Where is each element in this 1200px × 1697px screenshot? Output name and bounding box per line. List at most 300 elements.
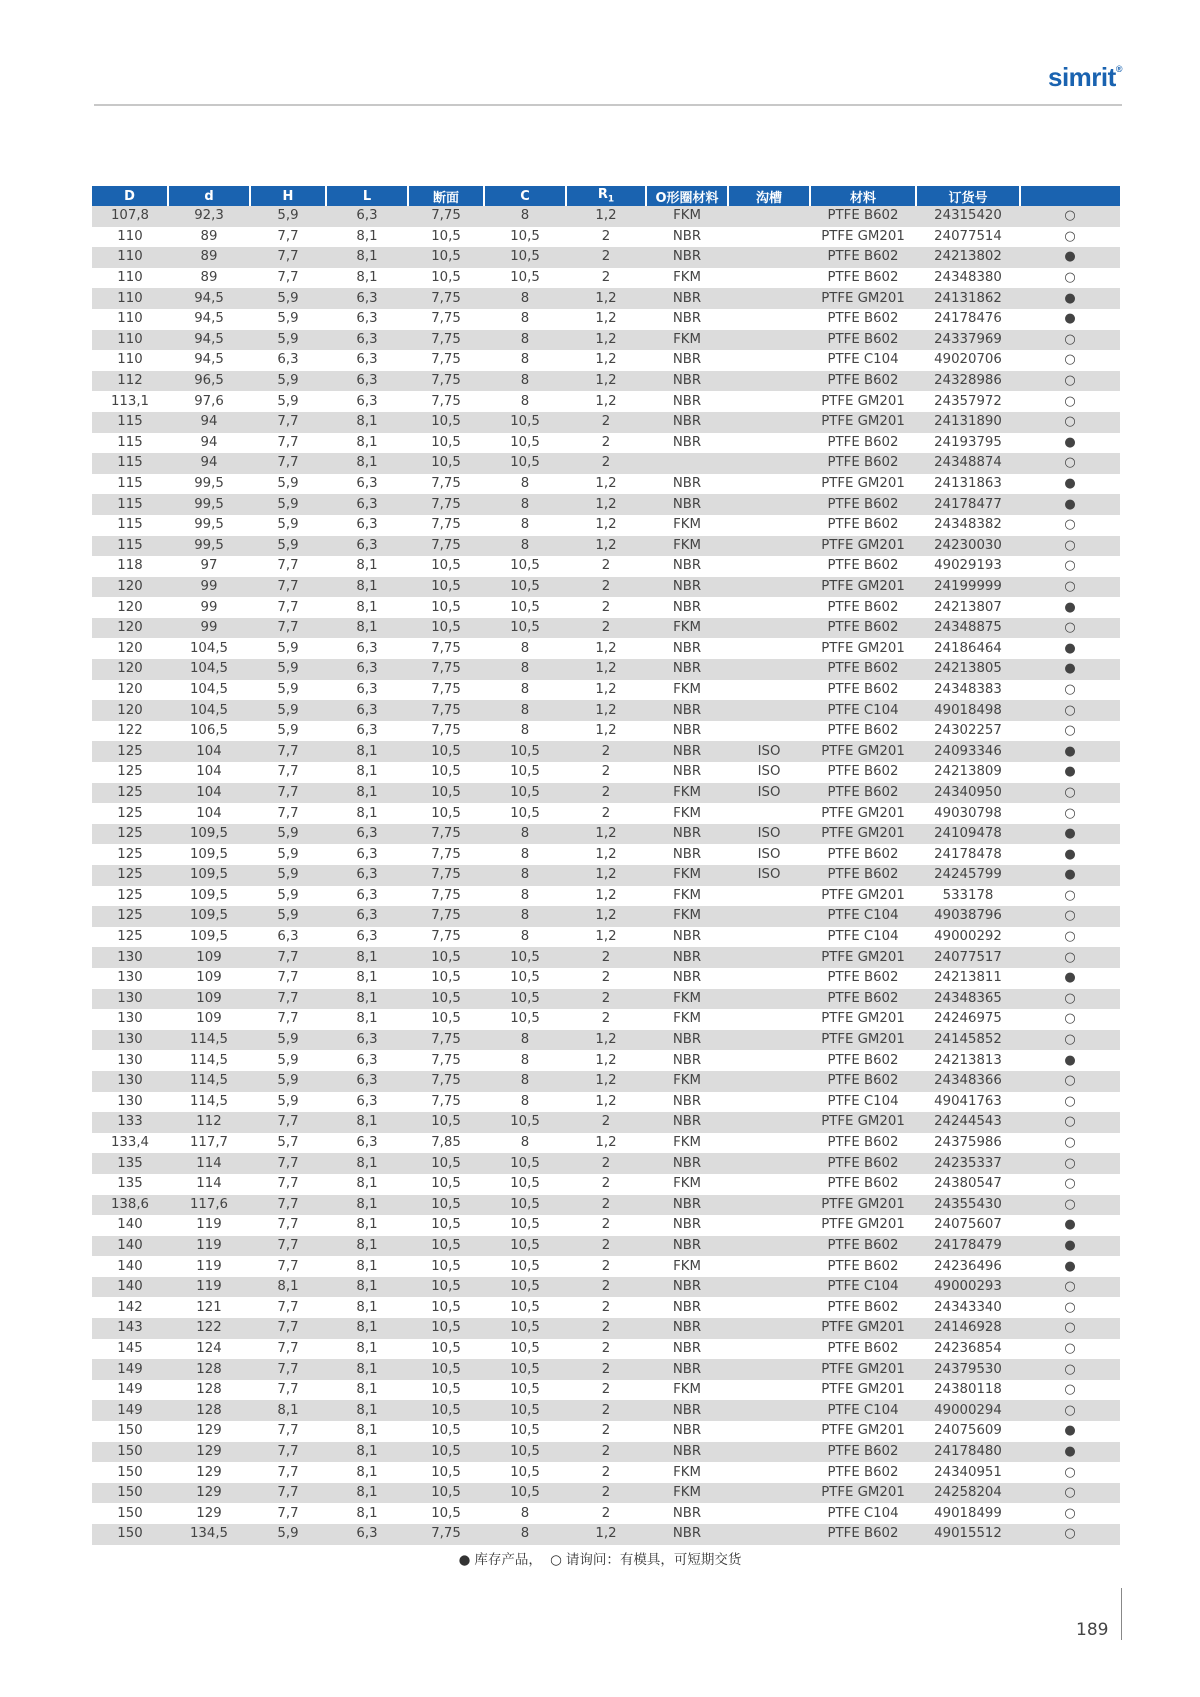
- cell-groove: [728, 989, 810, 1010]
- cell-oring-material: NBR: [646, 288, 728, 309]
- cell-L: 6,3: [326, 1092, 408, 1113]
- cell-section: 7,75: [408, 288, 484, 309]
- table-row: [92, 1112, 1120, 1133]
- cell-D: 120: [92, 618, 168, 639]
- cell-D: 149: [92, 1400, 168, 1421]
- cell-R1: 2: [566, 741, 646, 762]
- cell-groove: ISO: [728, 865, 810, 886]
- cell-C: 10,5: [484, 1256, 566, 1277]
- cell-oring-material: NBR: [646, 1359, 728, 1380]
- availability-icon: ●: [1020, 288, 1120, 309]
- cell-L: 8,1: [326, 1215, 408, 1236]
- cell-R1: 2: [566, 556, 646, 577]
- cell-order-number: 24199999: [916, 577, 1020, 598]
- cell-oring-material: NBR: [646, 741, 728, 762]
- simrit-logo: [1048, 62, 1122, 93]
- cell-groove: [728, 886, 810, 907]
- cell-L: 8,1: [326, 433, 408, 454]
- cell-order-number: 24380118: [916, 1380, 1020, 1401]
- cell-L: 6,3: [326, 536, 408, 557]
- cell-section: 7,75: [408, 927, 484, 948]
- cell-order-number: 49020706: [916, 350, 1020, 371]
- cell-oring-material: FKM: [646, 536, 728, 557]
- cell-C: 10,5: [484, 247, 566, 268]
- cell-order-number: 24380547: [916, 1174, 1020, 1195]
- cell-oring-material: NBR: [646, 659, 728, 680]
- col-header-availability: [1020, 186, 1120, 206]
- cell-section: 7,75: [408, 906, 484, 927]
- cell-D: 135: [92, 1174, 168, 1195]
- cell-L: 6,3: [326, 309, 408, 330]
- cell-D: 125: [92, 927, 168, 948]
- cell-oring-material: FKM: [646, 1071, 728, 1092]
- cell-D: 115: [92, 433, 168, 454]
- page-number: 189: [1076, 1620, 1109, 1640]
- cell-section: 7,75: [408, 391, 484, 412]
- cell-L: 6,3: [326, 288, 408, 309]
- col-header-H: H: [250, 186, 326, 206]
- cell-H: 7,7: [250, 597, 326, 618]
- cell-order-number: 24379530: [916, 1359, 1020, 1380]
- cell-H: 5,9: [250, 865, 326, 886]
- cell-C: 8: [484, 927, 566, 948]
- cell-R1: 1,2: [566, 638, 646, 659]
- cell-R1: 1,2: [566, 721, 646, 742]
- cell-R1: 1,2: [566, 309, 646, 330]
- cell-order-number: 24355430: [916, 1195, 1020, 1216]
- table-row: [92, 206, 1120, 227]
- cell-d: 97,6: [168, 391, 250, 412]
- cell-H: 5,9: [250, 206, 326, 227]
- cell-H: 7,7: [250, 1380, 326, 1401]
- cell-section: 7,75: [408, 824, 484, 845]
- cell-H: 5,9: [250, 536, 326, 557]
- table-row: [92, 515, 1120, 536]
- cell-order-number: 24145852: [916, 1030, 1020, 1051]
- cell-groove: [728, 680, 810, 701]
- cell-groove: [728, 206, 810, 227]
- cell-d: 94: [168, 412, 250, 433]
- cell-H: 7,7: [250, 247, 326, 268]
- cell-section: 10,5: [408, 1277, 484, 1298]
- cell-groove: [728, 1092, 810, 1113]
- cell-order-number: 24077514: [916, 227, 1020, 248]
- table-row: [92, 1050, 1120, 1071]
- availability-icon: ●: [1020, 1236, 1120, 1257]
- cell-H: 7,7: [250, 1442, 326, 1463]
- cell-groove: [728, 350, 810, 371]
- cell-H: 5,9: [250, 1050, 326, 1071]
- availability-icon: ○: [1020, 536, 1120, 557]
- cell-groove: [728, 309, 810, 330]
- table-header-row: [92, 186, 1120, 206]
- cell-d: 99,5: [168, 515, 250, 536]
- cell-L: 8,1: [326, 762, 408, 783]
- availability-icon: ○: [1020, 1071, 1120, 1092]
- cell-material: PTFE GM201: [810, 886, 916, 907]
- cell-D: 115: [92, 494, 168, 515]
- cell-d: 89: [168, 247, 250, 268]
- cell-groove: [728, 1400, 810, 1421]
- cell-D: 113,1: [92, 391, 168, 412]
- cell-D: 120: [92, 700, 168, 721]
- cell-C: 10,5: [484, 1195, 566, 1216]
- cell-H: 5,7: [250, 1133, 326, 1154]
- cell-d: 129: [168, 1503, 250, 1524]
- cell-oring-material: NBR: [646, 1092, 728, 1113]
- availability-icon: ○: [1020, 1153, 1120, 1174]
- cell-R1: 1,2: [566, 206, 646, 227]
- cell-section: 10,5: [408, 1503, 484, 1524]
- cell-groove: [728, 268, 810, 289]
- open-circle-icon: ○: [550, 1552, 562, 1568]
- availability-icon: ○: [1020, 989, 1120, 1010]
- table-row: [92, 433, 1120, 454]
- cell-section: 10,5: [408, 1359, 484, 1380]
- cell-d: 104,5: [168, 638, 250, 659]
- availability-icon: ○: [1020, 1503, 1120, 1524]
- cell-groove: [728, 453, 810, 474]
- cell-D: 130: [92, 1030, 168, 1051]
- cell-d: 119: [168, 1236, 250, 1257]
- cell-material: PTFE B602: [810, 618, 916, 639]
- cell-L: 8,1: [326, 1462, 408, 1483]
- cell-section: 7,75: [408, 844, 484, 865]
- cell-d: 114,5: [168, 1092, 250, 1113]
- cell-R1: 2: [566, 1359, 646, 1380]
- cell-material: PTFE B602: [810, 1050, 916, 1071]
- cell-D: 115: [92, 453, 168, 474]
- cell-groove: ISO: [728, 762, 810, 783]
- cell-R1: 2: [566, 453, 646, 474]
- logo-text: simrit: [1048, 62, 1116, 92]
- table-row: [92, 1236, 1120, 1257]
- cell-groove: [728, 659, 810, 680]
- cell-R1: 2: [566, 783, 646, 804]
- cell-groove: [728, 1277, 810, 1298]
- cell-H: 7,7: [250, 453, 326, 474]
- cell-R1: 1,2: [566, 1092, 646, 1113]
- table-row: [92, 1359, 1120, 1380]
- cell-groove: [728, 1421, 810, 1442]
- cell-C: 10,5: [484, 1380, 566, 1401]
- cell-R1: 2: [566, 1174, 646, 1195]
- cell-groove: [728, 1133, 810, 1154]
- cell-C: 10,5: [484, 433, 566, 454]
- availability-icon: ○: [1020, 206, 1120, 227]
- cell-D: 110: [92, 350, 168, 371]
- cell-oring-material: NBR: [646, 597, 728, 618]
- cell-order-number: 24131890: [916, 412, 1020, 433]
- cell-section: 7,85: [408, 1133, 484, 1154]
- cell-oring-material: NBR: [646, 494, 728, 515]
- cell-R1: 2: [566, 268, 646, 289]
- cell-d: 89: [168, 227, 250, 248]
- cell-material: PTFE B602: [810, 433, 916, 454]
- cell-H: 5,9: [250, 288, 326, 309]
- availability-icon: ●: [1020, 1442, 1120, 1463]
- legend-on-request-text: 请询问：有模具，可短期交货: [565, 1552, 742, 1568]
- cell-d: 129: [168, 1442, 250, 1463]
- cell-L: 8,1: [326, 1483, 408, 1504]
- cell-section: 10,5: [408, 1215, 484, 1236]
- cell-order-number: 24236496: [916, 1256, 1020, 1277]
- table-row: [92, 309, 1120, 330]
- availability-icon: ○: [1020, 1380, 1120, 1401]
- cell-groove: [728, 1112, 810, 1133]
- cell-groove: [728, 1236, 810, 1257]
- cell-section: 10,5: [408, 1400, 484, 1421]
- cell-D: 125: [92, 762, 168, 783]
- cell-H: 5,9: [250, 1524, 326, 1545]
- cell-H: 7,7: [250, 1153, 326, 1174]
- cell-L: 6,3: [326, 391, 408, 412]
- cell-L: 8,1: [326, 1153, 408, 1174]
- cell-section: 7,75: [408, 638, 484, 659]
- cell-groove: [728, 1462, 810, 1483]
- cell-C: 8: [484, 824, 566, 845]
- cell-C: 8: [484, 906, 566, 927]
- cell-L: 8,1: [326, 1359, 408, 1380]
- cell-D: 110: [92, 309, 168, 330]
- cell-material: PTFE B602: [810, 206, 916, 227]
- cell-C: 8: [484, 680, 566, 701]
- cell-H: 5,9: [250, 309, 326, 330]
- cell-oring-material: NBR: [646, 1297, 728, 1318]
- col-header-C: C: [484, 186, 566, 206]
- cell-H: 7,7: [250, 1236, 326, 1257]
- cell-d: 109,5: [168, 886, 250, 907]
- cell-D: 130: [92, 968, 168, 989]
- cell-oring-material: NBR: [646, 1442, 728, 1463]
- cell-C: 10,5: [484, 556, 566, 577]
- table-row: [92, 1297, 1120, 1318]
- cell-C: 10,5: [484, 1359, 566, 1380]
- cell-C: 8: [484, 1050, 566, 1071]
- cell-H: 7,7: [250, 556, 326, 577]
- cell-D: 125: [92, 783, 168, 804]
- cell-material: PTFE B602: [810, 453, 916, 474]
- cell-order-number: 24213813: [916, 1050, 1020, 1071]
- cell-oring-material: FKM: [646, 803, 728, 824]
- availability-icon: ○: [1020, 453, 1120, 474]
- cell-R1: 1,2: [566, 824, 646, 845]
- cell-material: PTFE GM201: [810, 288, 916, 309]
- cell-R1: 2: [566, 1256, 646, 1277]
- cell-C: 8: [484, 1133, 566, 1154]
- cell-oring-material: FKM: [646, 906, 728, 927]
- cell-L: 8,1: [326, 618, 408, 639]
- availability-icon: ○: [1020, 1359, 1120, 1380]
- cell-groove: [728, 968, 810, 989]
- cell-L: 8,1: [326, 1297, 408, 1318]
- cell-oring-material: FKM: [646, 1009, 728, 1030]
- cell-D: 142: [92, 1297, 168, 1318]
- cell-section: 10,5: [408, 1297, 484, 1318]
- cell-section: 10,5: [408, 1462, 484, 1483]
- cell-groove: ISO: [728, 741, 810, 762]
- cell-section: 10,5: [408, 783, 484, 804]
- cell-order-number: 24178480: [916, 1442, 1020, 1463]
- col-header-D: D: [92, 186, 168, 206]
- cell-oring-material: NBR: [646, 1339, 728, 1360]
- cell-D: 150: [92, 1483, 168, 1504]
- table-row: [92, 1380, 1120, 1401]
- r-label: R: [597, 187, 608, 203]
- cell-H: 5,9: [250, 886, 326, 907]
- cell-d: 117,6: [168, 1195, 250, 1216]
- cell-L: 6,3: [326, 700, 408, 721]
- table-row: [92, 412, 1120, 433]
- cell-groove: [728, 515, 810, 536]
- cell-order-number: 24178478: [916, 844, 1020, 865]
- cell-order-number: 24258204: [916, 1483, 1020, 1504]
- cell-oring-material: FKM: [646, 515, 728, 536]
- cell-oring-material: NBR: [646, 1421, 728, 1442]
- cell-groove: [728, 536, 810, 557]
- cell-L: 6,3: [326, 1133, 408, 1154]
- table-row: [92, 886, 1120, 907]
- availability-icon: ○: [1020, 1133, 1120, 1154]
- cell-R1: 2: [566, 1421, 646, 1442]
- cell-D: 110: [92, 268, 168, 289]
- cell-D: 115: [92, 536, 168, 557]
- availability-icon: ○: [1020, 886, 1120, 907]
- cell-groove: [728, 1380, 810, 1401]
- cell-oring-material: NBR: [646, 371, 728, 392]
- table-row: [92, 1400, 1120, 1421]
- cell-oring-material: FKM: [646, 1256, 728, 1277]
- cell-material: PTFE B602: [810, 989, 916, 1010]
- cell-R1: 2: [566, 1277, 646, 1298]
- availability-icon: ○: [1020, 268, 1120, 289]
- cell-C: 8: [484, 288, 566, 309]
- availability-icon: ○: [1020, 227, 1120, 248]
- cell-material: PTFE B602: [810, 330, 916, 351]
- cell-oring-material: FKM: [646, 1133, 728, 1154]
- availability-icon: ○: [1020, 947, 1120, 968]
- availability-icon: ●: [1020, 1256, 1120, 1277]
- cell-R1: 2: [566, 762, 646, 783]
- cell-d: 94: [168, 433, 250, 454]
- cell-material: PTFE B602: [810, 680, 916, 701]
- cell-material: PTFE C104: [810, 700, 916, 721]
- availability-icon: ○: [1020, 1524, 1120, 1545]
- cell-R1: 2: [566, 1339, 646, 1360]
- cell-oring-material: [646, 453, 728, 474]
- cell-d: 94,5: [168, 309, 250, 330]
- cell-R1: 2: [566, 1380, 646, 1401]
- cell-C: 10,5: [484, 227, 566, 248]
- cell-groove: [728, 1195, 810, 1216]
- table-row: [92, 824, 1120, 845]
- cell-section: 7,75: [408, 536, 484, 557]
- availability-icon: ○: [1020, 1462, 1120, 1483]
- cell-groove: [728, 947, 810, 968]
- cell-L: 6,3: [326, 371, 408, 392]
- cell-d: 114,5: [168, 1050, 250, 1071]
- table-row: [92, 783, 1120, 804]
- cell-H: 7,7: [250, 1318, 326, 1339]
- cell-section: 7,75: [408, 309, 484, 330]
- cell-C: 8: [484, 886, 566, 907]
- table-row: [92, 680, 1120, 701]
- cell-order-number: 24193795: [916, 433, 1020, 454]
- cell-oring-material: NBR: [646, 968, 728, 989]
- cell-groove: ISO: [728, 783, 810, 804]
- cell-groove: [728, 371, 810, 392]
- cell-D: 110: [92, 330, 168, 351]
- cell-C: 10,5: [484, 453, 566, 474]
- table-row: [92, 1503, 1120, 1524]
- availability-icon: ○: [1020, 1195, 1120, 1216]
- cell-D: 130: [92, 1092, 168, 1113]
- cell-d: 109,5: [168, 927, 250, 948]
- cell-d: 109: [168, 1009, 250, 1030]
- cell-H: 7,7: [250, 577, 326, 598]
- cell-order-number: 24213805: [916, 659, 1020, 680]
- table-row: [92, 371, 1120, 392]
- cell-L: 8,1: [326, 1442, 408, 1463]
- col-header-material: 材料: [810, 186, 916, 206]
- cell-L: 8,1: [326, 968, 408, 989]
- cell-material: PTFE B602: [810, 515, 916, 536]
- cell-order-number: 24343340: [916, 1297, 1020, 1318]
- availability-icon: ●: [1020, 844, 1120, 865]
- cell-material: PTFE B602: [810, 1071, 916, 1092]
- cell-order-number: 24340951: [916, 1462, 1020, 1483]
- cell-section: 7,75: [408, 515, 484, 536]
- cell-order-number: 24375986: [916, 1133, 1020, 1154]
- cell-D: 110: [92, 227, 168, 248]
- cell-R1: 1,2: [566, 680, 646, 701]
- cell-R1: 2: [566, 247, 646, 268]
- cell-R1: 2: [566, 1462, 646, 1483]
- cell-R1: 2: [566, 1009, 646, 1030]
- cell-order-number: 24186464: [916, 638, 1020, 659]
- cell-C: 10,5: [484, 1277, 566, 1298]
- cell-oring-material: NBR: [646, 433, 728, 454]
- cell-d: 112: [168, 1112, 250, 1133]
- cell-L: 6,3: [326, 474, 408, 495]
- cell-H: 7,7: [250, 803, 326, 824]
- cell-d: 104: [168, 783, 250, 804]
- cell-material: PTFE GM201: [810, 824, 916, 845]
- cell-D: 120: [92, 638, 168, 659]
- cell-groove: [728, 494, 810, 515]
- col-header-d: d: [168, 186, 250, 206]
- cell-d: 119: [168, 1277, 250, 1298]
- cell-H: 7,7: [250, 968, 326, 989]
- cell-H: 7,7: [250, 783, 326, 804]
- cell-H: 5,9: [250, 680, 326, 701]
- table-row: [92, 638, 1120, 659]
- cell-oring-material: NBR: [646, 1153, 728, 1174]
- cell-oring-material: FKM: [646, 268, 728, 289]
- cell-L: 8,1: [326, 989, 408, 1010]
- cell-section: 10,5: [408, 1380, 484, 1401]
- cell-material: PTFE B602: [810, 968, 916, 989]
- table-row: [92, 844, 1120, 865]
- availability-icon: ●: [1020, 762, 1120, 783]
- cell-material: PTFE GM201: [810, 1195, 916, 1216]
- cell-L: 8,1: [326, 741, 408, 762]
- cell-R1: 2: [566, 1215, 646, 1236]
- cell-d: 89: [168, 268, 250, 289]
- cell-material: PTFE C104: [810, 906, 916, 927]
- cell-H: 7,7: [250, 1215, 326, 1236]
- cell-L: 8,1: [326, 453, 408, 474]
